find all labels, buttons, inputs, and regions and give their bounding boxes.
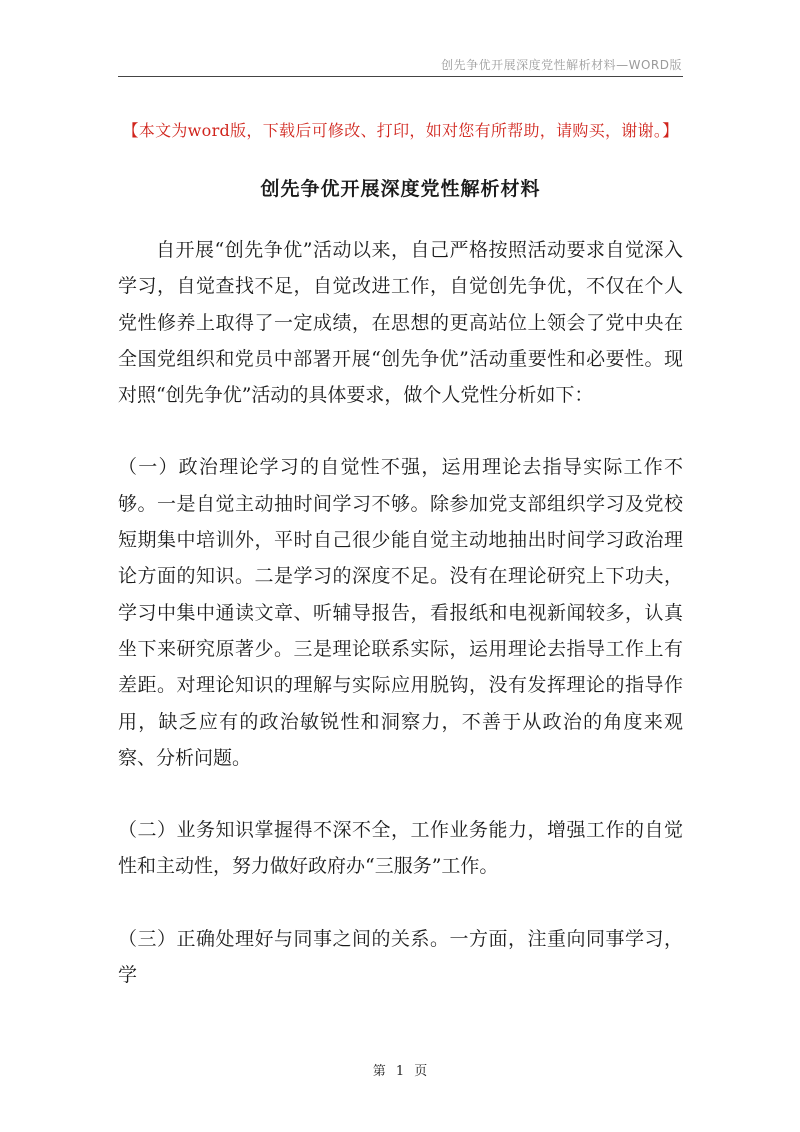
page-number: 第 1 页	[372, 1064, 428, 1079]
section-paragraph-1: （一）政治理论学习的自觉性不强，运用理论去指导实际工作不够。一是自觉主动抽时间学习不够。除参加党支部组织学习及党校短期集中培训外，平时自己很少能自觉主动地抽出时间学习政治理论方面的知识。二是学习的深度不足。没有在理论研究上下功夫，学习中集中通读文章、听辅导报告，看报纸和电视新闻较多，认真坐下来研究原著少。三是理论联系实际，运用理论去指导工作上有差距。对理论知识的理解与实际应用脱钩，没有发挥理论的指导作用，缺乏应有的政治敏锐性和洞察力，不善于从政治的角度来观察、分析问题。	[118, 456, 683, 769]
header-divider	[118, 76, 683, 77]
intro-paragraph: 自开展“创先争优”活动以来，自己严格按照活动要求自觉深入学习，自觉查找不足，自觉改进工作，自觉创先争优，不仅在个人党性修养上取得了一定成绩，在思想的更高站位上领会了党中央在全国党组织和党员中部署开展“创先争优”活动重要性和必要性。现对照“创先争优”活动的具体要求，做个人党性分析如下：	[118, 239, 683, 407]
section-paragraph-3: （三）正确处理好与同事之间的关系。一方面，注重向同事学习，学	[118, 927, 683, 987]
document-body	[118, 232, 683, 993]
purchase-notice: 【本文为word版，下载后可修改、打印，如对您有所帮助，请购买，谢谢。】	[122, 121, 679, 140]
document-title: 创先争优开展深度党性解析材料	[260, 178, 541, 200]
running-header: 创先争优开展深度党性解析材料—WORD版	[441, 58, 682, 72]
section-paragraph-2: （二）业务知识掌握得不深不全，工作业务能力，增强工作的自觉性和主动性，努力做好政府办“三服务”工作。	[118, 819, 683, 878]
